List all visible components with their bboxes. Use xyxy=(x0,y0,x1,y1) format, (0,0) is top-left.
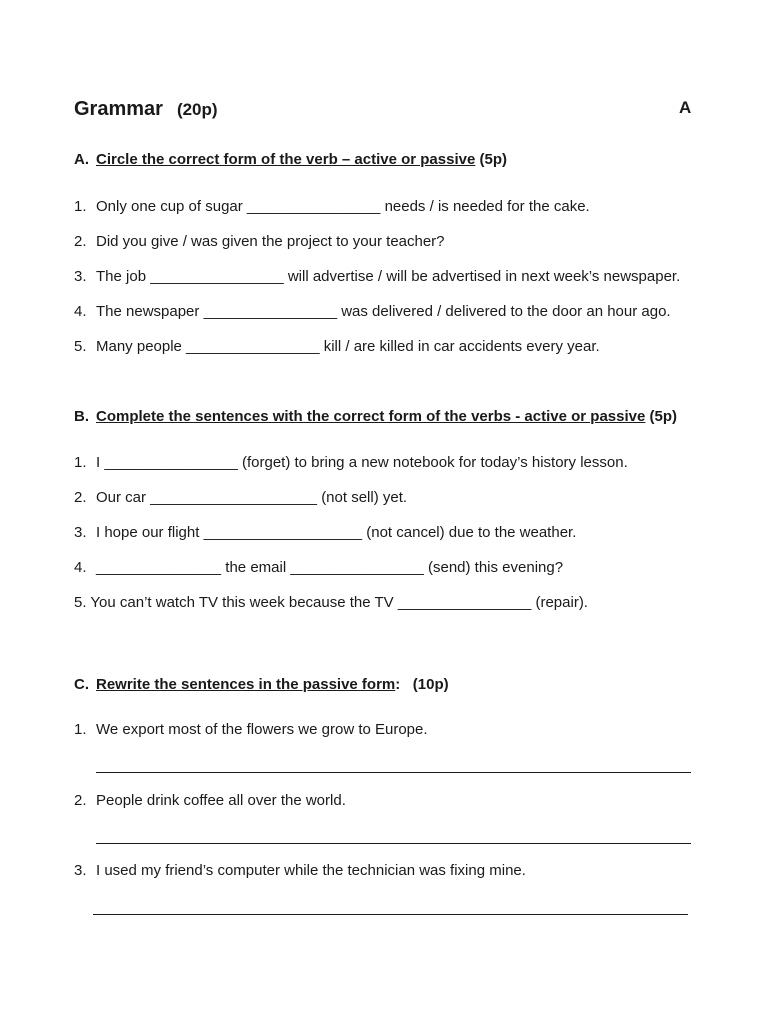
section-a-heading xyxy=(74,151,507,169)
section-b-item-1 xyxy=(74,454,628,472)
item-number: 1. xyxy=(74,454,87,471)
section-a-item-1 xyxy=(74,198,590,216)
section-a-item-4 xyxy=(74,303,671,321)
item-number: 5. xyxy=(74,338,87,355)
section-b-points: (5p) xyxy=(649,408,678,425)
item-text: I ________________ (forget) to bring a new notebook for today’s history lesson. xyxy=(96,454,628,471)
section-b-item-4 xyxy=(74,559,563,577)
section-b-heading xyxy=(74,408,677,426)
answer-line-1[interactable] xyxy=(96,772,691,773)
item-text: I hope our flight ___________________ (not cancel) due to the weather. xyxy=(96,524,577,541)
section-c-item-2 xyxy=(74,792,346,810)
item-text: The newspaper ________________ was delivered / delivered to the door an hour ago. xyxy=(96,303,671,320)
section-c-heading xyxy=(74,676,449,694)
item-number: 2. xyxy=(74,489,87,506)
item-number: 3. xyxy=(74,524,87,541)
answer-line-2[interactable] xyxy=(96,843,691,844)
item-number: 5. xyxy=(74,594,87,611)
test-version: A xyxy=(679,98,692,117)
section-a-item-3 xyxy=(74,268,680,286)
total-points: (20p) xyxy=(176,100,218,119)
section-c-item-1 xyxy=(74,721,428,739)
section-c-item-3 xyxy=(74,862,526,880)
item-text: Did you give / was given the project to your teacher? xyxy=(96,233,445,250)
item-text: Our car ____________________ (not sell) yet. xyxy=(96,489,408,506)
section-b-item-2 xyxy=(74,489,407,507)
section-c-points: (10p) xyxy=(412,676,449,693)
item-number: 4. xyxy=(74,559,87,576)
item-text: People drink coffee all over the world. xyxy=(96,792,346,809)
section-b-item-3 xyxy=(74,524,576,542)
item-text: Only one cup of sugar ________________ needs / is needed for the cake. xyxy=(96,198,590,215)
item-number: 3. xyxy=(74,268,87,285)
item-number: 4. xyxy=(74,303,87,320)
item-number: 3. xyxy=(74,862,87,879)
section-c-colon: : xyxy=(395,676,401,693)
section-a-item-2 xyxy=(74,233,445,251)
item-text: We export most of the flowers we grow to Europe. xyxy=(96,721,428,738)
answer-line-3[interactable] xyxy=(93,914,688,915)
section-a-instruction: Circle the correct form of the verb – active or passive xyxy=(96,151,476,168)
item-number: 1. xyxy=(74,198,87,215)
item-text: The job ________________ will advertise / will be advertised in next week’s newspaper. xyxy=(96,268,681,285)
section-b-instruction: Complete the sentences with the correct form of the verbs - active or passive xyxy=(96,408,646,425)
item-number: 1. xyxy=(74,721,87,738)
section-a-points: (5p) xyxy=(479,151,507,168)
section-b-letter: B. xyxy=(74,408,89,425)
section-a-letter: A. xyxy=(74,151,89,168)
item-number: 2. xyxy=(74,233,87,250)
section-c-letter: C. xyxy=(74,676,89,693)
worksheet-header xyxy=(74,97,218,121)
page-title: Grammar xyxy=(74,98,163,120)
item-number: 2. xyxy=(74,792,87,809)
section-a-item-5 xyxy=(74,338,600,356)
item-text: You can’t watch TV this week because the TV ________________ (repair). xyxy=(90,594,588,611)
item-text: _______________ the email ________________ (send) this evening? xyxy=(96,559,564,576)
item-text: I used my friend’s computer while the technician was fixing mine. xyxy=(96,862,526,879)
item-text: Many people ________________ kill / are killed in car accidents every year. xyxy=(96,338,600,355)
section-b-item-5 xyxy=(74,594,588,612)
section-c-instruction: Rewrite the sentences in the passive form xyxy=(96,676,396,693)
